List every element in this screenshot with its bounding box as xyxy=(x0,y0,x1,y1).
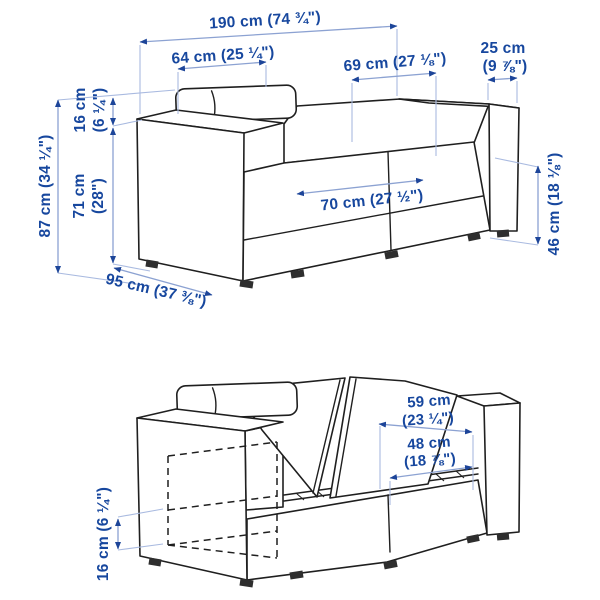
armrest-width-label-in: (9 ⅞") xyxy=(482,58,528,76)
overall-width-label: 190 cm (74 ¾") xyxy=(208,8,322,33)
armrest-height-label-cm: 71 cm xyxy=(71,173,89,219)
left-armrest-side-storage-view xyxy=(137,418,247,580)
seat-depth-label: 70 cm (27 ½") xyxy=(319,186,425,215)
seat-height-label: 46 cm (18 ⅛") xyxy=(546,152,564,256)
dim-armrest-width xyxy=(488,78,517,80)
sofa-storage-view-illustration xyxy=(137,377,520,584)
seat-and-base xyxy=(243,142,490,281)
overall-depth-label: 95 cm (37 ⅜") xyxy=(103,270,209,311)
right-armrest-front-storage-view xyxy=(484,403,520,535)
armrest-height-label-in: (28") xyxy=(90,178,108,214)
overall-height-label: 87 cm (34 ¼") xyxy=(37,134,55,238)
headrest-height-label-cm: 16 cm xyxy=(72,87,90,133)
left-armrest-side xyxy=(137,119,244,281)
headrest-width-label: 64 cm (25 ¼") xyxy=(170,43,275,68)
storage-inner-height-label: 16 cm (6 ¼") xyxy=(95,486,113,582)
headrest-height-label-in: (6 ¼") xyxy=(91,87,109,133)
sofa-front-view-illustration xyxy=(137,85,519,285)
armrest-width-label-cm: 25 cm xyxy=(480,40,526,58)
right-armrest-front xyxy=(489,104,519,231)
storage-opening-width-label-cm: 59 cm xyxy=(406,391,452,412)
storage-inner-width-label-in: (18 ⅞") xyxy=(403,450,457,471)
storage-inner-width-label-cm: 48 cm xyxy=(406,433,452,454)
backrest-section-width-label: 69 cm (27 ⅛") xyxy=(342,50,447,76)
storage-opening-width-label-in: (23 ¼") xyxy=(401,409,455,430)
dim-backrest-section-width xyxy=(352,73,436,80)
